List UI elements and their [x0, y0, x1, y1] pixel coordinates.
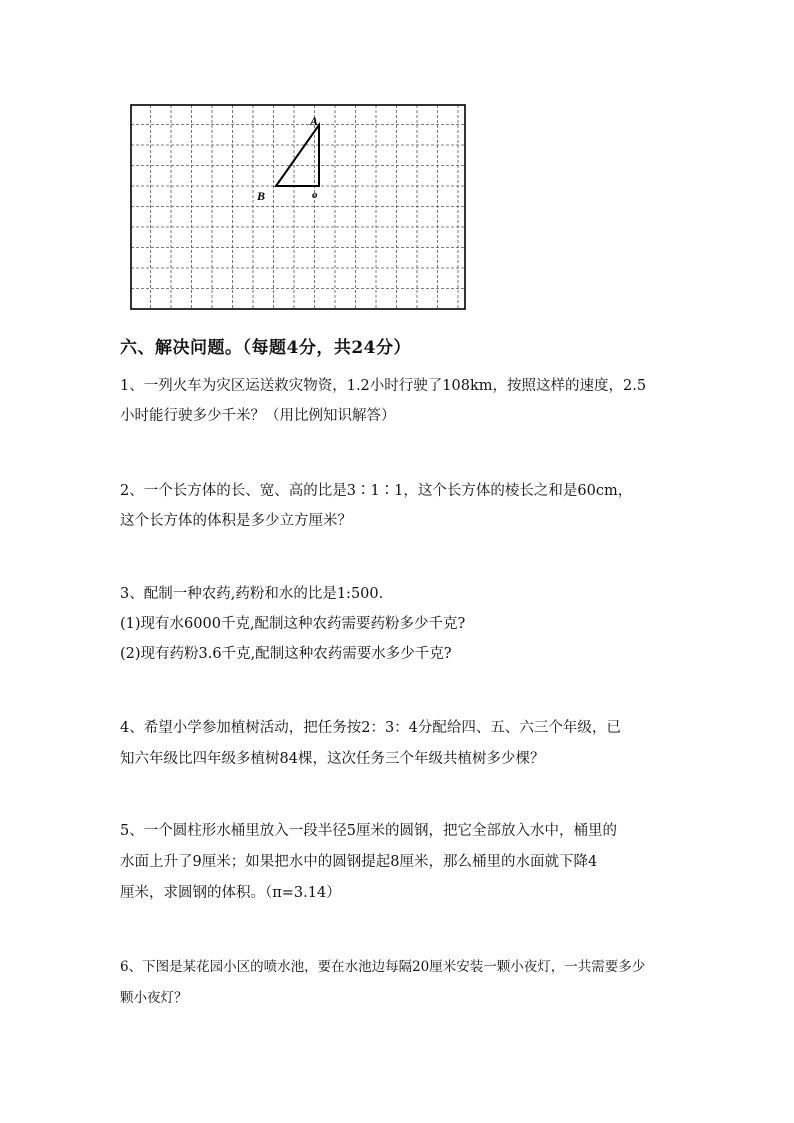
problem-2-line-1: 2、一个长方体的长、宽、高的比是3∶1∶1，这个长方体的棱长之和是60cm，: [120, 483, 633, 499]
problem-4-line-1: 4、希望小学参加植树活动，把任务按2：3：4分配给四、五、六三个年级，已: [120, 720, 621, 736]
problem-1-line-2: 小时能行驶多少千米？（用比例知识解答）: [120, 408, 396, 424]
triangle-abo: [276, 125, 319, 186]
section-title: 六、解决问题。（每题4分，共24分）: [120, 338, 411, 358]
grid-figure: [130, 104, 466, 310]
vertex-label-o: o: [312, 189, 318, 201]
problem-2-line-2: 这个长方体的体积是多少立方厘米？: [120, 513, 352, 529]
problem-5-line-1: 5、一个圆柱形水桶里放入一段半径5厘米的圆钢，把它全部放入水中，桶里的: [120, 823, 617, 839]
vertex-label-a: A: [310, 114, 319, 128]
vertex-label-b: B: [257, 189, 266, 203]
problem-6-line-1: 6、下图是某花园小区的喷水池，要在水池边每隔20厘米安装一颗小夜灯，一共需要多少: [120, 959, 646, 975]
dashed-grid: [131, 105, 465, 309]
problem-3-line-2: (1)现有水6000千克,配制这种农药需要药粉多少千克?: [120, 616, 466, 632]
grid-border: [131, 105, 465, 309]
problem-1-line-1: 1、一列火车为灾区运送救灾物资，1.2小时行驶了108km，按照这样的速度，2.5: [120, 378, 647, 394]
problem-3-line-1: 3、配制一种农药,药粉和水的比是1:500.: [120, 586, 384, 602]
problem-4-line-2: 知六年级比四年级多植树84棵，这次任务三个年级共植树多少棵？: [120, 751, 545, 767]
problem-3-line-3: (2)现有药粉3.6千克,配制这种农药需要水多少千克?: [120, 646, 452, 662]
problem-6-line-2: 颗小夜灯？: [120, 990, 188, 1006]
problem-5-line-3: 厘米，求圆钢的体积。（π=3.14）: [120, 885, 341, 901]
problem-5-line-2: 水面上升了9厘米；如果把水中的圆钢提起8厘米，那么桶里的水面就下降4: [120, 854, 598, 870]
